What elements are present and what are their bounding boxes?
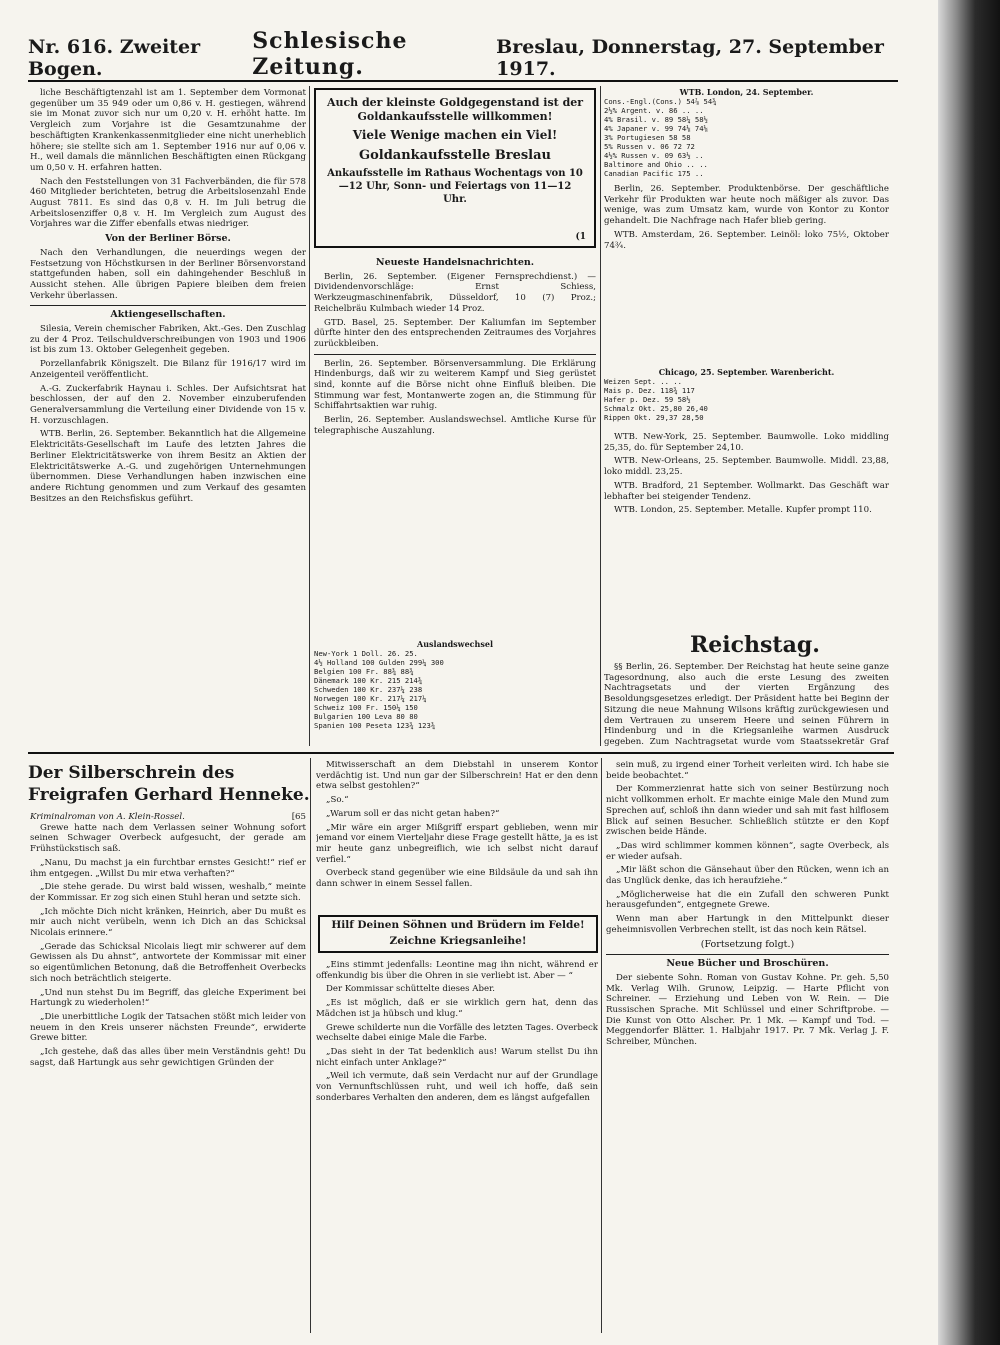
paragraph: Nach den Verhandlungen, die neuerdings wegen der Festsetzung von Höchstkursen in der Berliner Börsenvorstand stattgefunden haben, soll ein dahingehender Beschluß in Aussicht stehen. Alle übrigen Papiere bleiben dem freien Verkehr überlassen.	[30, 247, 306, 301]
paragraph: Berlin, 26. September. Auslandswechsel. Amtliche Kurse für telegraphische Auszahlung.	[314, 415, 596, 436]
column-commodities	[604, 432, 889, 622]
paragraph: „Das wird schlimmer kommen können“, sagte Overbeck, als er wieder aufsah.	[606, 840, 889, 862]
story-column-2-lower	[316, 960, 598, 1330]
table-row: Schweden 100 Kr. 237¼ 238	[314, 685, 423, 694]
table-row: Baltimore and Ohio .. ..	[604, 160, 708, 169]
table-row: 2½% Argent. v. 86 .. ..	[604, 106, 704, 115]
section-heading: Neueste Handelsnachrichten.	[375, 257, 535, 268]
paragraph: „So.“	[326, 795, 349, 806]
place-date: Breslau, Donnerstag, 27. September 1917.	[496, 36, 884, 80]
table-row: Schweiz 100 Fr. 150¼ 150	[314, 703, 418, 712]
story-column-2	[316, 760, 598, 910]
table-row: 4½% Russen v. 09 63½ ..	[604, 151, 704, 160]
paragraph: §§ Berlin, 26. September. Der Reichstag hat heute seine ganze Tagesordnung, also auch die erste Lesung des zweiten Nachtragsetats und der vierten Ergänzung des Besoldungsgesetzes erledigt. Der Präsident hatte bei Beginn der Sitzung die neue Mahnung Wilsons kräftig zurückgewiesen und dem Vertrauen zu unserem Heere und seinen Führern in Hindenburg und in die Kriegsanleihe warmen Ausdruck gegeben. Zum Nachtragsetat wurde vom Staatssekretär Graf	[604, 662, 889, 746]
column-markets	[604, 184, 889, 364]
paragraph: WTB. New-Orleans, 25. September. Baumwolle. Middl. 23,88, loko middl. 23,25.	[604, 456, 889, 478]
divider	[314, 354, 596, 355]
ad-line: Goldankaufsstelle Breslau	[359, 148, 551, 163]
paragraph: „Ich möchte Dich nicht kränken, Heinrich, aber Du mußt es mir auch nicht verübeln, wenn ich Dich an das Schicksal Nicolais erinnere.“	[30, 906, 306, 939]
paragraph: „Mir wäre ein arger Mißgriff erspart geblieben, wenn mir jemand vor einem Vierteljahr diese Frage gestellt hätte, ja es ist mir heute ganz unbegreiflich, wie ich selbst nicht darauf verfiel.“	[316, 822, 598, 865]
paragraph: WTB. Amsterdam, 26. September. Leinöl: loko 75½, Oktober 74¾.	[604, 229, 889, 251]
paragraph: GTD. Basel, 25. September. Der Kaliumfan im September dürfte hinter den des entsprechenden Zeitraumes des Vorjahres zurückbleiben.	[314, 317, 596, 349]
paragraph: „Weil ich vermute, daß sein Verdacht nur auf der Grundlage von Vernunftschlüssen ruht, und weil ich hoffe, daß sein sonderbares Verhalten den anderen, dem es längst aufgefallen	[316, 1071, 598, 1103]
paragraph: Silesia, Verein chemischer Fabriken, Akt.-Ges. Den Zuschlag zu der 4 Proz. Teilschuldverschreibungen von 1903 und 1906 ist bis zum 13. Oktober Gelegenheit gegeben.	[30, 324, 306, 356]
table-row: 3% Portugiesen 58 58	[604, 133, 691, 142]
table-row: Canadian Pacific 175 ..	[604, 169, 704, 178]
paragraph: Nach den Feststellungen von 31 Fachverbänden, die für 578 460 Mitglieder berichteten, betrug die Arbeitslosenzahl Ende August 7811. Es sind das 0,8 v. H. Im Juli betrug die Arbeitslosenziffer 0,8 v. H. Im Vergleich zum August des Vorjahres war die Ziffer ebenfalls etwas niedriger.	[30, 176, 306, 230]
column-divider	[601, 758, 602, 1333]
table-row: Spanien 100 Peseta 123¾ 123¾	[314, 721, 436, 730]
exchange-table	[314, 640, 596, 740]
paragraph: Porzellanfabrik Königszelt. Die Bilanz für 1916/17 wird im Anzeigenteil veröffentlicht.	[30, 359, 306, 380]
column-divider	[310, 758, 311, 1333]
table-row: 4% Japaner v. 99 74⅛ 74⅛	[604, 124, 708, 133]
paragraph: WTB. Berlin, 26. September. Bekanntlich hat die Allgemeine Elektricitäts-Gesellschaft im Laufe des letzten Jahres die Berliner Elektricitätswerke von ihrem Besitz an Aktien der Elektricitätswerke A.-G. und zugehörigen Unternehmungen übernommen. Diese Verhandlungen haben inzwischen eine andere Richtung genommen und zum Verkauf des gesamten Besitzes an den Reichsfiskus geführt.	[30, 429, 306, 504]
paragraph: Berlin, 26. September. (Eigener Fernsprechdienst.) — Dividendenvorschläge: Ernst Schiess, Werkzeugmaschinenfabrik, Düsseldorf, 10 (7) Proz.; Reichelbräu Kulmbach wieder 14 Proz.	[314, 271, 596, 314]
column-trade-news	[314, 254, 596, 634]
paragraph: WTB. Bradford, 21 September. Wollmarkt. Das Geschäft war lebhafter bei steigender Tendenz.	[604, 480, 889, 502]
table-row: New-York 1 Doll. 26. 25.	[314, 649, 418, 658]
paragraph: Berlin, 26. September. Börsenversammlung. Die Erklärung Hindenburgs, daß wir zu weiterem Kampf und Sieg gerüstet sind, konnte auf die Börse nicht ohne Einfluß bleiben. Die Stimmung war fest, Montanwerte zogen an, die Stimmung für Schiffahrtsaktien war ruhig.	[314, 358, 596, 412]
story-column-3	[606, 760, 889, 1330]
table-row: Schmalz Okt. 25,80 26,40	[604, 404, 708, 413]
war-loan-slogan: Hilf Deinen Söhnen und Brüdern im Felde! Zeichne Kriegsanleihe!	[318, 915, 598, 953]
table-row: 5% Russen v. 06 72 72	[604, 142, 695, 151]
table-row: Weizen Sept. .. ..	[604, 377, 682, 386]
paragraph: Der siebente Sohn. Roman von Gustav Kohne. Pr. geh. 5,50 Mk. Verlag Wilh. Grunow, Leipzig. — Harte Pflicht von Schreiner. — Erziehung und Leben von W. Rein. — Die Russischen Sprache. Mit Schlüssel und einer Schriftprobe. — Die Kunst von Otto Alscher. Pr. 1 Mk. — Kampf und Tod. — Meggendorfer Blätter. 1. Halbjahr 1917. Pr. 7 Mk. Verlag J. F. Schreiber, München.	[606, 972, 889, 1048]
table-row: Rippen Okt. 29,37 28,50	[604, 413, 704, 422]
ad-line: Auch der kleinste Goldgegenstand ist der Goldankaufsstelle willkommen!	[326, 96, 584, 123]
scan-edge-shadow	[938, 0, 1000, 1345]
paragraph: „Mir läßt schon die Gänsehaut über den Rücken, wenn ich an das Unglück denke, das ich heraufziehe.“	[606, 865, 889, 887]
table-row: Dänemark 100 Kr. 215 214¾	[314, 676, 423, 685]
paragraph: A.-G. Zuckerfabrik Haynau i. Schles. Der Aufsichtsrat hat beschlossen, der auf den 2. November einzuberufenden Generalversammlung die Verteilung einer Dividende von 15 v. H. vorzuschlagen.	[30, 383, 306, 426]
paragraph: liche Beschäftigtenzahl ist am 1. September dem Vormonat gegenüber um 35 949 oder um 0,86 v. H. gestiegen, während sie im Monat zuvor sich nur um 0,20 v. H. erhöht hatte. Im Vergleich zum Vorjahre ist die Gesamtzunahme der beschäftigten Krankenkassenmitglieder eine nicht unerheblich höhere; sie stellte sich am 1. September 1916 nur auf 0,06 v. H., weil damals die männlichen Beschäftigten einen Rückgang um 0,50 v. H. erfahren hatten.	[30, 88, 306, 173]
paragraph: „Nanu, Du machst ja ein furchtbar ernstes Gesicht!“ rief er ihm entgegen. „Willst Du mir etwa verhaften?“	[30, 857, 306, 879]
reichstag-text	[604, 662, 889, 746]
section-rule	[28, 752, 894, 754]
table-caption: Auslandswechsel	[417, 640, 493, 649]
table-row: Mais p. Dez. 118¾ 117	[604, 386, 695, 395]
issue-number: Nr. 616. Zweiter Bogen.	[28, 36, 201, 80]
divider	[606, 954, 889, 955]
table-row: 4% Brasil. v. 89 58¼ 58½	[604, 115, 708, 124]
paragraph: „Eins stimmt jedenfalls: Leontine mag ihn nicht, während er offenkundig bis über die Ohren in sie verliebt ist. Aber — “	[316, 960, 598, 981]
masthead	[28, 28, 898, 82]
paragraph: Mitwisserschaft an dem Diebstahl in unserem Kontor verdächtig ist. Und nun gar der Silberschrein! Hat er den denn etwa selbst gestohlen?“	[316, 760, 598, 792]
ad-number: (1	[575, 232, 586, 242]
story-subtitle: Kriminalroman von A. Klein-Rossel.	[30, 812, 185, 822]
table-row: Cons.-Engl.(Cons.) 54⅞ 54¾	[604, 97, 717, 106]
paragraph: Grewe hatte nach dem Verlassen seiner Wohnung sofort seinen Schwager Overbeck aufgesucht, der gerade am Frühstückstisch saß.	[30, 822, 306, 855]
story-column-1	[30, 812, 306, 1330]
column-economy	[30, 88, 306, 743]
ad-line: Ankaufsstelle im Rathaus Wochentags von 10—12 Uhr, Sonn- und Feiertags von 11—12 Uhr.	[327, 168, 583, 205]
chicago-table	[604, 368, 889, 428]
paragraph: WTB. London, 25. September. Metalle. Kupfer prompt 110.	[614, 505, 872, 516]
section-heading: Von der Berliner Börse.	[105, 233, 231, 245]
paragraph: „Es ist möglich, daß er sie wirklich gern hat, denn das Mädchen ist ja hübsch und klug.“	[316, 998, 598, 1019]
paragraph: Der Kommerzienrat hatte sich von seiner Bestürzung noch nicht vollkommen erholt. Er machte einige Male den Mund zum Sprechen auf, schloß ihn dann wieder und sah mit fast hilflosem Blick auf seinen Besucher. Schließlich stützte er den Kopf zwischen beide Hände.	[606, 784, 889, 838]
newspaper-title: Schlesische Zeitung.	[252, 28, 408, 80]
table-caption: Chicago, 25. September. Warenbericht.	[658, 368, 835, 377]
paragraph: Overbeck stand gegenüber wie eine Bildsäule da und sah ihn dann schwer in einem Sessel fallen.	[316, 868, 598, 890]
paragraph: „Möglicherweise hat die ein Zufall den schweren Punkt herausgefunden“, entgegnete Grewe.	[606, 889, 889, 911]
paragraph: „Die stehe gerade. Du wirst bald wissen, weshalb,“ meinte der Kommissar. Er zog sich einen Stuhl heran und setzte sich.	[30, 882, 306, 903]
paragraph: Wenn man aber Hartungk in den Mittelpunkt dieser geheimnisvollen Verbrechen stellt, ist das noch kein Rätsel.	[606, 914, 889, 935]
table-row: Hafer p. Dez. 59 58½	[604, 395, 691, 404]
continuation-note: (Fortsetzung folgt.)	[700, 938, 795, 950]
paragraph: „Und nun stehst Du im Begriff, das gleiche Experiment bei Hartungk zu wiederholen!“	[30, 987, 306, 1009]
reichstag-heading: Reichstag.	[690, 632, 820, 658]
table-row: Bulgarien 100 Leva 80 80	[314, 712, 418, 721]
column-divider	[309, 86, 310, 746]
section-heading: Neue Bücher und Broschüren.	[666, 958, 829, 970]
table-caption: WTB. London, 24. September.	[679, 88, 814, 97]
paragraph: Berlin, 26. September. Produktenbörse. Der geschäftliche Verkehr für Produkten war heute noch mäßiger als zuvor. Das wenige, was zum Umsatz kam, wurde von Kontor zu Kontor gehandelt. Die Nachfrage nach Hafer blieb gering.	[604, 184, 889, 227]
london-table	[604, 88, 889, 180]
paragraph: Grewe schilderte nun die Vorfälle des letzten Tages. Overbeck wechselte dabei einige Male die Farbe.	[316, 1022, 598, 1044]
table-row: 4½ Holland 100 Gulden 299¼ 300	[314, 658, 444, 667]
paragraph: „Das sieht in der Tat bedenklich aus! Warum stellst Du ihn nicht einfach unter Anklage?“	[316, 1046, 598, 1068]
story-title: Der Silberschrein des Freigrafen Gerhard Henneke.	[28, 763, 310, 805]
paragraph: „Die unerbittliche Logik der Tatsachen stößt mich leider von neuem in den Kreis unserer nächsten Freunde“, erwiderte Grewe bitter.	[30, 1011, 306, 1044]
table-row: Norwegen 100 Kr. 217¼ 217¼	[314, 694, 427, 703]
paragraph: sein muß, zu irgend einer Torheit verleiten wird. Ich habe sie beide beobachtet.“	[606, 760, 889, 781]
installment-number: [65	[291, 812, 306, 822]
divider	[30, 305, 306, 306]
ad-line: Viele Wenige machen ein Viel!	[352, 128, 558, 142]
paragraph: „Gerade das Schicksal Nicolais liegt mir schwerer auf dem Gewissen als Du ahnst“, antwortete der Kommissar mit einer so eigentümlichen Betonung, daß die Betroffenheit Overbecks sich noch beträchtlich steigerte.	[30, 941, 306, 984]
paragraph: Der Kommissar schüttelte dieses Aber.	[326, 984, 495, 995]
gold-collection-ad	[314, 88, 596, 248]
column-divider	[600, 86, 601, 746]
paragraph: „Warum soll er das nicht getan haben?“	[326, 808, 500, 819]
paragraph: WTB. New-York, 25. September. Baumwolle. Loko middling 25,35, do. für September 24,10.	[604, 432, 889, 453]
paragraph: „Ich gestehe, daß das alles über mein Verständnis geht! Du sagst, daß Hartungk aus sehr gewichtigen Gründen der	[30, 1047, 306, 1068]
section-heading: Aktiengesellschaften.	[110, 309, 226, 321]
table-row: Belgien 100 Fr. 88¾ 88¾	[314, 667, 414, 676]
